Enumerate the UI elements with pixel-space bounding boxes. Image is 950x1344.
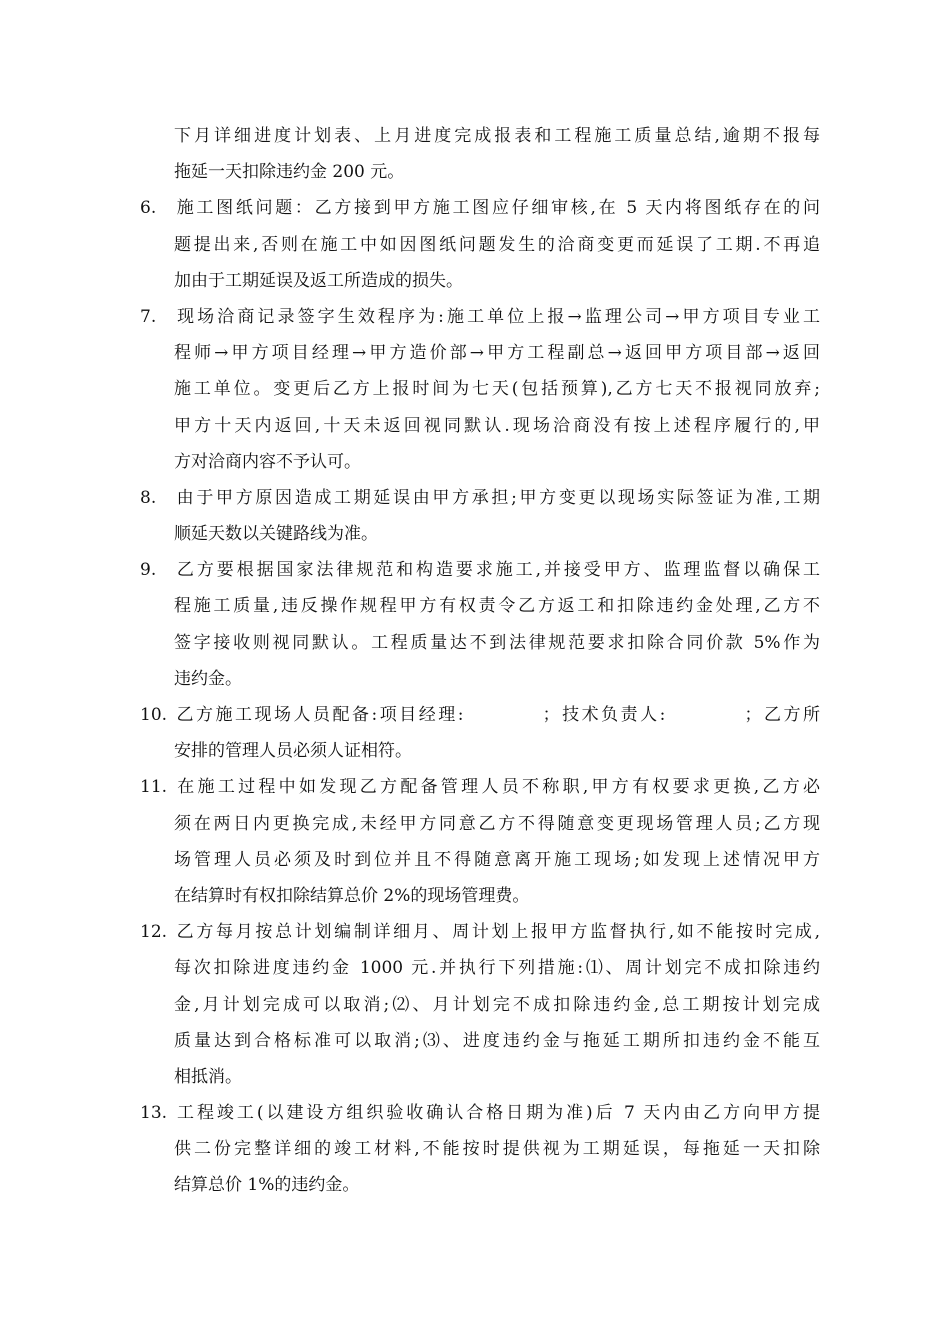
text-line: 须在两日内更换完成,未经甲方同意乙方不得随意变更现场管理人员;乙方现 (174, 813, 820, 834)
text-line: 顺延天数以关键路线为准。 (174, 524, 378, 545)
text-line: 施工单位。变更后乙方上报时间为七天(包括预算),乙方七天不报视同放弃; (174, 379, 820, 400)
text-line (140, 914, 820, 950)
item-text: 乙方每月按总计划编制详细月、周计划上报甲方监督执行,如不能按时完成, (174, 922, 820, 943)
text-line: 结算总价 1%的违约金。 (174, 1175, 360, 1196)
item-number: 9. (140, 560, 157, 581)
list-item-7 (140, 299, 820, 480)
item-text: 工程竣工(以建设方组织验收确认合格日期为准)后 7 天内由乙方向甲方提 (174, 1103, 820, 1124)
text-line (140, 480, 820, 516)
text-line (140, 1095, 820, 1131)
text-line: 拖延一天扣除违约金 200 元。 (174, 162, 405, 183)
item-text: 现场洽商记录签字生效程序为:施工单位上报→监理公司→甲方项目专业工 (174, 306, 820, 327)
list-item-6 (140, 190, 820, 299)
text-line (140, 697, 820, 733)
text-line: 签字接收则视同默认。工程质量达不到法律规范要求扣除合同价款 5%作为 (174, 632, 820, 653)
text-line: 加由于工期延误及返工所造成的损失。 (174, 270, 463, 291)
item-number: 7. (140, 306, 157, 327)
item-text: 由于甲方原因造成工期延误由甲方承担;甲方变更以现场实际签证为准,工期 (174, 487, 820, 508)
text-line (140, 552, 820, 588)
text-line (140, 299, 820, 335)
text-line: 题提出来,否则在施工中如因图纸问题发生的洽商变更而延误了工期.不再追 (174, 234, 820, 255)
text-line: 每次扣除进度违约金 1000 元.并执行下列措施:⑴、周计划完不成扣除违约 (174, 958, 820, 979)
text-line: 下月详细进度计划表、上月进度完成报表和工程施工质量总结,逾期不报每 (174, 126, 820, 146)
text-line: 程师→甲方项目经理→甲方造价部→甲方工程副总→返回甲方项目部→返回 (174, 343, 820, 364)
list-item-13 (140, 1095, 820, 1204)
text-line: 相抵消。 (174, 1066, 242, 1087)
text-line: 场管理人员必须及时到位并且不得随意离开施工现场;如发现上述情况甲方 (174, 849, 820, 870)
list-item-11 (140, 769, 820, 914)
text-line: 违约金。 (174, 668, 242, 689)
item-number: 10. (140, 705, 168, 725)
item-text: 施工图纸问题：乙方接到甲方施工图应仔细审核,在 5 天内将图纸存在的问 (174, 198, 820, 219)
text-line: 安排的管理人员必须人证相符。 (174, 741, 412, 762)
text-line: 供二份完整详细的竣工材料,不能按时提供视为工期延误，每拖延一天扣除 (174, 1139, 820, 1160)
item-number: 6. (140, 198, 157, 219)
item-text: 在施工过程中如发现乙方配备管理人员不称职,甲方有权要求更换,乙方必 (174, 777, 820, 798)
item-number: 12. (140, 922, 168, 943)
document-body (140, 118, 820, 1204)
text-line (140, 769, 820, 805)
text-line (140, 190, 820, 226)
item-text: 乙方施工现场人员配备:项目经理: ；技术负责人: ；乙方所 (174, 705, 820, 725)
text-line: 方对洽商内容不予认可。 (174, 451, 361, 472)
list-item-8 (140, 480, 820, 552)
item-number: 13. (140, 1103, 168, 1124)
item-number: 8. (140, 487, 157, 508)
list-item-9 (140, 552, 820, 697)
list-item-10 (140, 697, 820, 769)
item-text: 乙方要根据国家法律规范和构造要求施工,并接受甲方、监理监督以确保工 (174, 560, 820, 581)
text-line: 在结算时有权扣除结算总价 2%的现场管理费。 (174, 885, 530, 906)
item-number: 11. (140, 777, 168, 798)
text-line: 金,月计划完成可以取消;⑵、月计划完不成扣除违约金,总工期按计划完成 (174, 994, 820, 1015)
intro-paragraph (140, 118, 820, 190)
text-line: 质量达到合格标准可以取消;⑶、进度违约金与拖延工期所扣违约金不能互 (174, 1030, 820, 1051)
text-line: 甲方十天内返回,十天未返回视同默认.现场洽商没有按上述程序履行的,甲 (174, 415, 820, 436)
text-line: 程施工质量,违反操作规程甲方有权责令乙方返工和扣除违约金处理,乙方不 (174, 596, 820, 617)
list-item-12 (140, 914, 820, 1095)
